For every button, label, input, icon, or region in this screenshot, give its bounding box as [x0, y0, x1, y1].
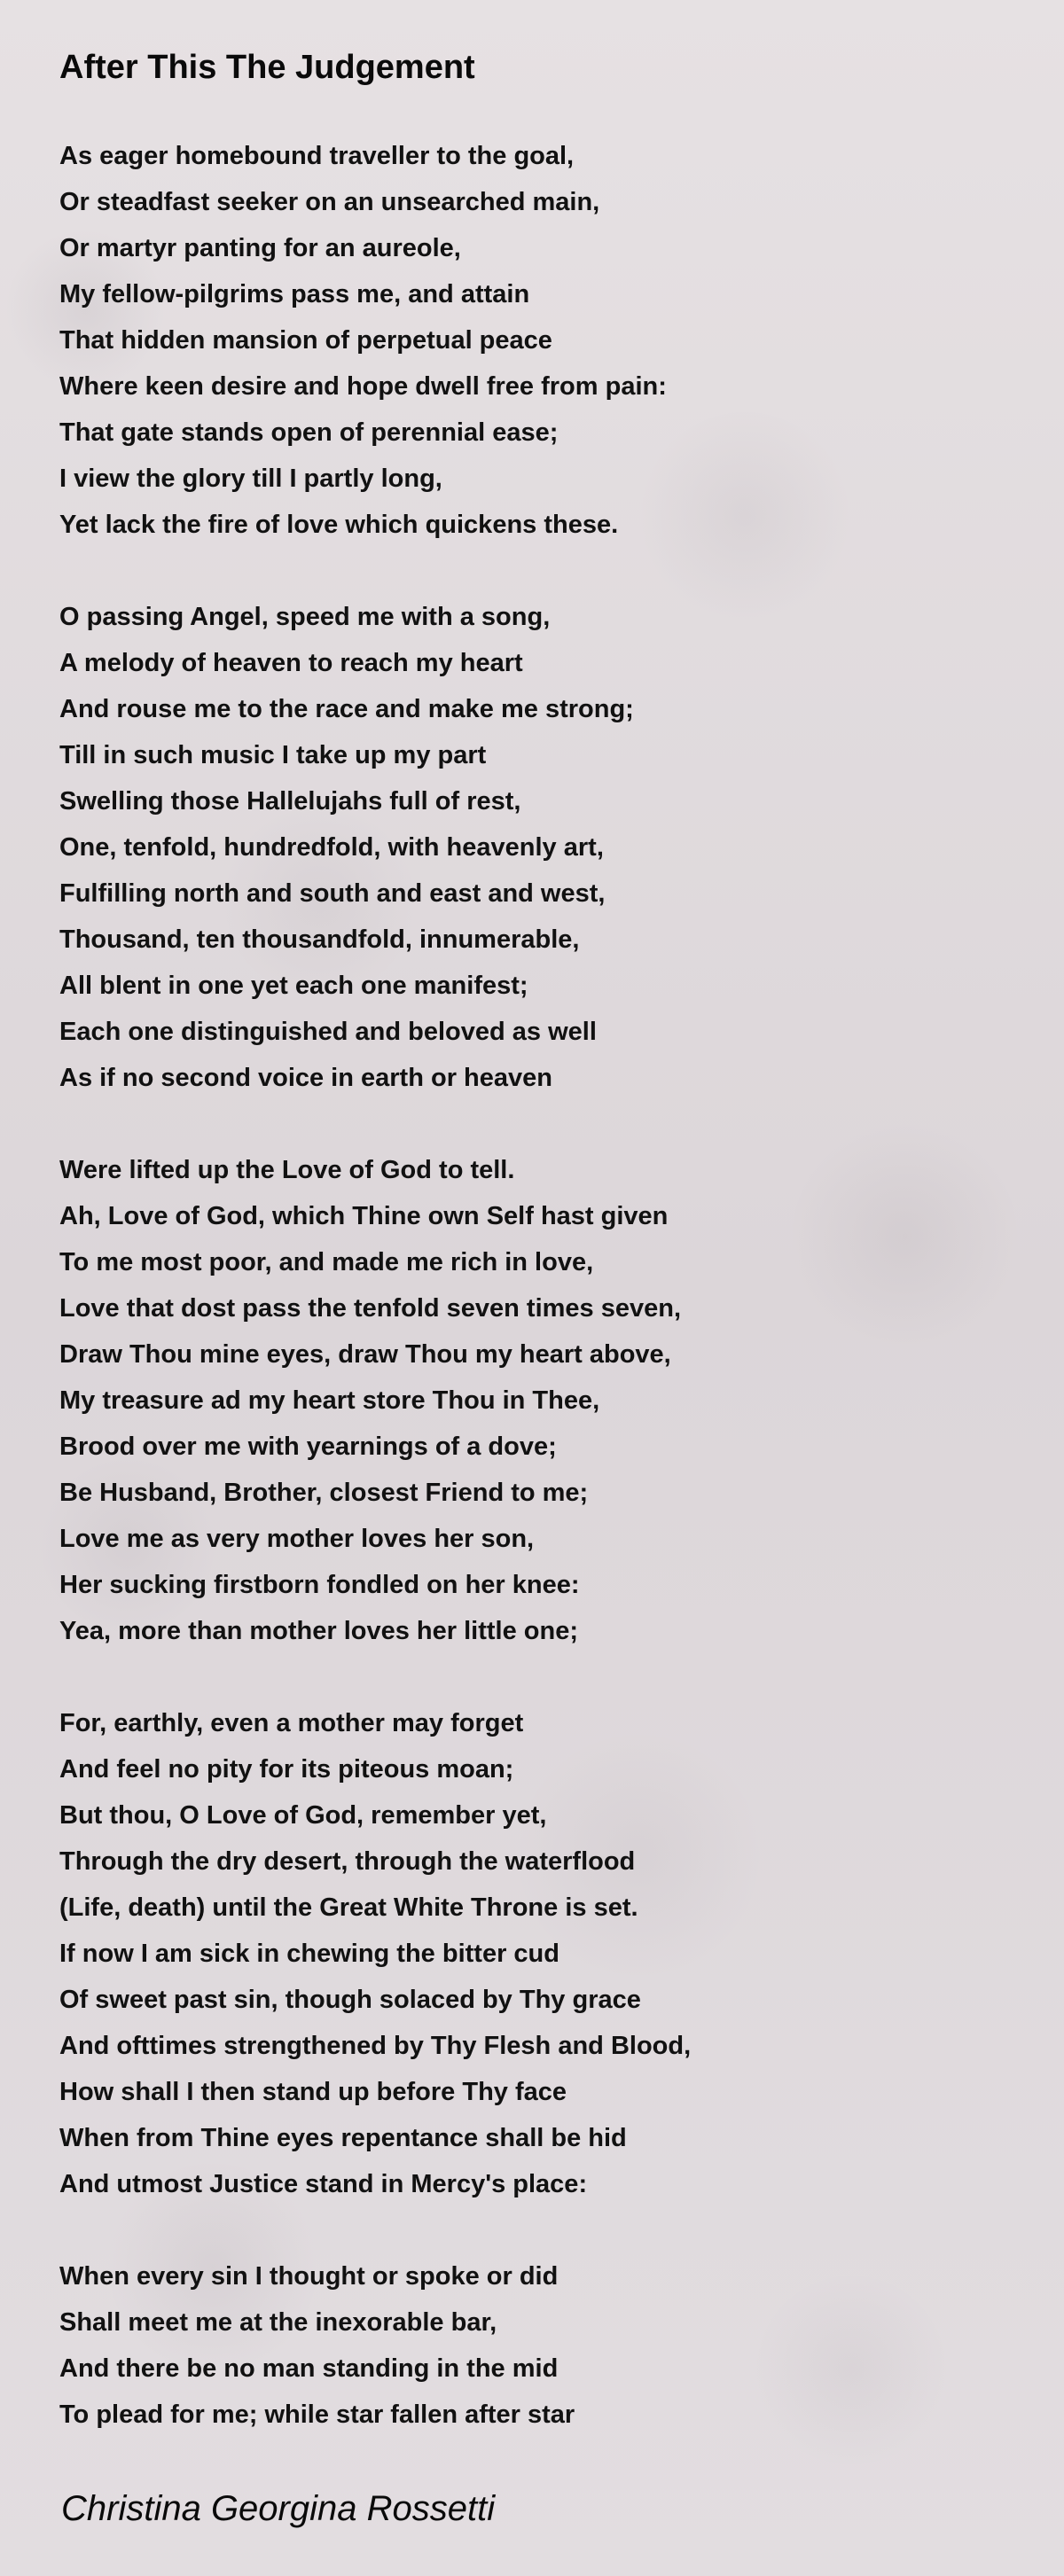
poem-line: One, tenfold, hundredfold, with heavenly art, — [59, 833, 604, 862]
poem-line: Through the dry desert, through the waterflood — [59, 1847, 636, 1876]
poem-line: I view the glory till I partly long, — [59, 464, 442, 493]
poem-line: Love me as very mother loves her son, — [59, 1525, 535, 1553]
poem-line: And there be no man standing in the mid — [59, 2354, 559, 2383]
poem-line: If now I am sick in chewing the bitter cud — [59, 1940, 559, 1968]
poem-line: When from Thine eyes repentance shall be hid — [59, 2124, 627, 2152]
stanza-3 — [59, 1147, 1017, 1654]
poem-line: For, earthly, even a mother may forget — [59, 1709, 524, 1737]
poem-line: When every sin I thought or spoke or did — [59, 2262, 559, 2291]
poem-line: Be Husband, Brother, closest Friend to me; — [59, 1479, 589, 1507]
poem-line: Brood over me with yearnings of a dove; — [59, 1432, 557, 1461]
poem-line: Draw Thou mine eyes, draw Thou my heart above, — [59, 1340, 671, 1369]
poem-line: And rouse me to the race and make me strong; — [59, 695, 634, 723]
poem-line: And feel no pity for its piteous moan; — [59, 1755, 514, 1784]
poem-line: That hidden mansion of perpetual peace — [59, 326, 552, 355]
poem-line: (Life, death) until the Great White Throne is set. — [59, 1893, 638, 1922]
poem-line: And utmost Justice stand in Mercy's place: — [59, 2170, 588, 2198]
poem-line: Yea, more than mother loves her little one; — [59, 1617, 578, 1645]
poem-line: Swelling those Hallelujahs full of rest, — [59, 787, 521, 816]
poem-line: Yet lack the fire of love which quickens these. — [59, 511, 619, 539]
poem-line: To me most poor, and made me rich in love, — [59, 1248, 594, 1276]
poem-line: All blent in one yet each one manifest; — [59, 972, 528, 1000]
poem-line: O passing Angel, speed me with a song, — [59, 603, 551, 631]
poem-line: Her sucking firstborn fondled on her knee: — [59, 1571, 580, 1599]
poem-title: After This The Judgement — [59, 49, 475, 86]
poem-line: Of sweet past sin, though solaced by Thy grace — [59, 1986, 641, 2014]
stanza-5 — [59, 2253, 1017, 2438]
poem-line: Ah, Love of God, which Thine own Self hast given — [59, 1202, 669, 1230]
poem-line: As if no second voice in earth or heaven — [59, 1064, 552, 1092]
poem-line: As eager homebound traveller to the goal, — [59, 142, 575, 170]
poem-body — [59, 133, 1017, 2438]
poem-line: Or steadfast seeker on an unsearched main, — [59, 188, 600, 216]
poem-line: My fellow-pilgrims pass me, and attain — [59, 280, 530, 308]
poem-line: Thousand, ten thousandfold, innumerable, — [59, 925, 580, 954]
poem-line: Love that dost pass the tenfold seven times seven, — [59, 1294, 682, 1323]
poem-line: Were lifted up the Love of God to tell. — [59, 1156, 515, 1184]
stanza-1 — [59, 133, 1017, 548]
poem-line: Shall meet me at the inexorable bar, — [59, 2308, 497, 2337]
poem-line: Fulfilling north and south and east and west, — [59, 879, 606, 908]
poem-line: How shall I then stand up before Thy face — [59, 2078, 567, 2106]
poem-line: To plead for me; while star fallen after star — [59, 2400, 575, 2429]
poem-line: A melody of heaven to reach my heart — [59, 649, 523, 677]
poem-line: And ofttimes strengthened by Thy Flesh and Blood, — [59, 2032, 692, 2060]
poem-line: But thou, O Love of God, remember yet, — [59, 1801, 547, 1830]
stanza-2 — [59, 594, 1017, 1101]
poem-line: Each one distinguished and beloved as well — [59, 1018, 597, 1046]
poem-line: My treasure ad my heart store Thou in Thee, — [59, 1386, 600, 1415]
stanza-4 — [59, 1700, 1017, 2207]
poem-line: Or martyr panting for an aureole, — [59, 234, 461, 262]
poem-author: Christina Georgina Rossetti — [61, 2489, 496, 2528]
poem-line: Till in such music I take up my part — [59, 741, 487, 769]
poem-line: That gate stands open of perennial ease; — [59, 418, 559, 447]
poem-line: Where keen desire and hope dwell free from pain: — [59, 372, 667, 401]
